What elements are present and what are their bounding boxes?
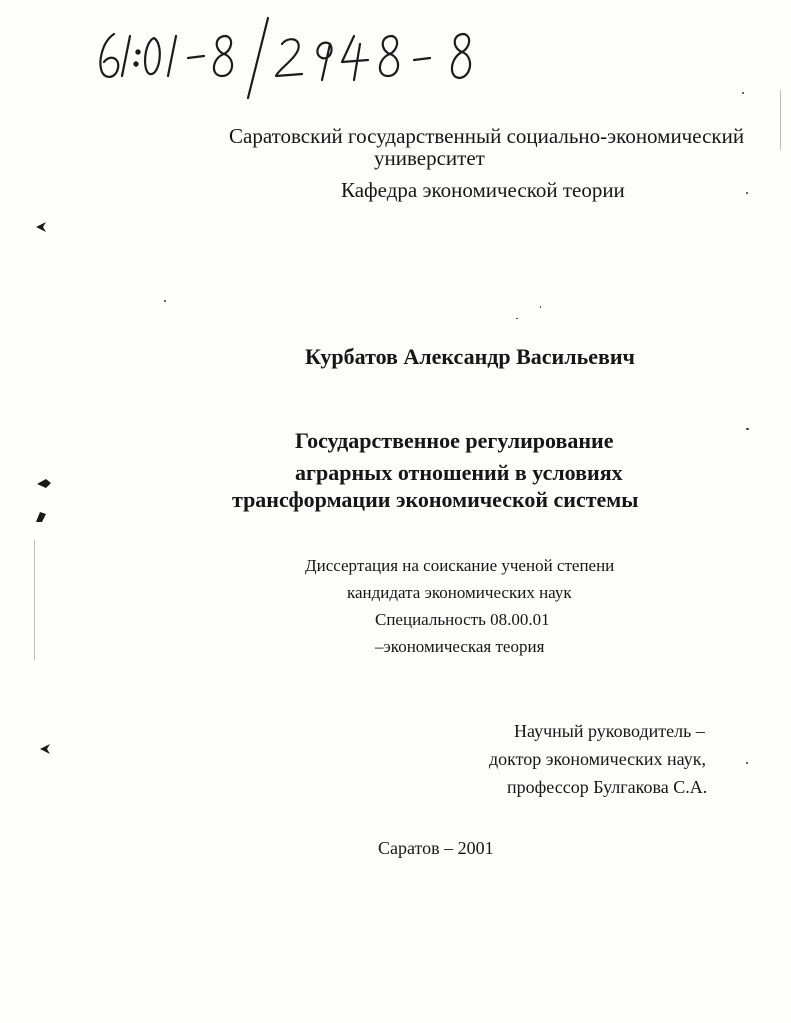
author-name: Курбатов Александр Васильевич	[305, 344, 635, 369]
scan-artifact-mark	[36, 478, 52, 490]
scan-artifact-mark	[34, 510, 48, 524]
scan-speck	[540, 306, 541, 308]
scan-artifact-mark	[34, 220, 48, 234]
scan-speck	[746, 762, 748, 764]
department-name: Кафедра экономической теории	[341, 178, 625, 202]
thesis-title-line2: аграрных отношений в условиях	[295, 460, 623, 485]
university-name-line2: университет	[374, 146, 485, 170]
place-and-year: Саратов – 2001	[378, 838, 494, 858]
scan-speck	[742, 92, 744, 94]
scan-speck	[164, 300, 166, 302]
scan-artifact-mark	[38, 742, 52, 756]
thesis-title-line3: трансформации экономической системы	[232, 487, 639, 512]
specialty-name: –экономическая теория	[375, 637, 545, 656]
scan-speck	[746, 428, 749, 430]
specialty-code: Специальность 08.00.01	[375, 610, 550, 629]
thesis-title-line1: Государственное регулирование	[295, 428, 614, 453]
degree-statement-line2: кандидата экономических наук	[347, 583, 572, 602]
advisor-label: Научный руководитель –	[514, 721, 705, 741]
university-name-line1: Саратовский государственный социально-экономический	[229, 124, 745, 148]
advisor-degree: доктор экономических наук,	[489, 749, 706, 769]
scan-speck	[516, 318, 518, 319]
handwritten-archive-number	[92, 14, 512, 104]
advisor-name: профессор Булгакова С.А.	[507, 777, 708, 797]
scan-speck	[746, 192, 748, 194]
scan-edge-line	[780, 90, 781, 150]
degree-statement-line1: Диссертация на соискание ученой степени	[305, 556, 615, 575]
scan-edge-line	[34, 540, 35, 660]
